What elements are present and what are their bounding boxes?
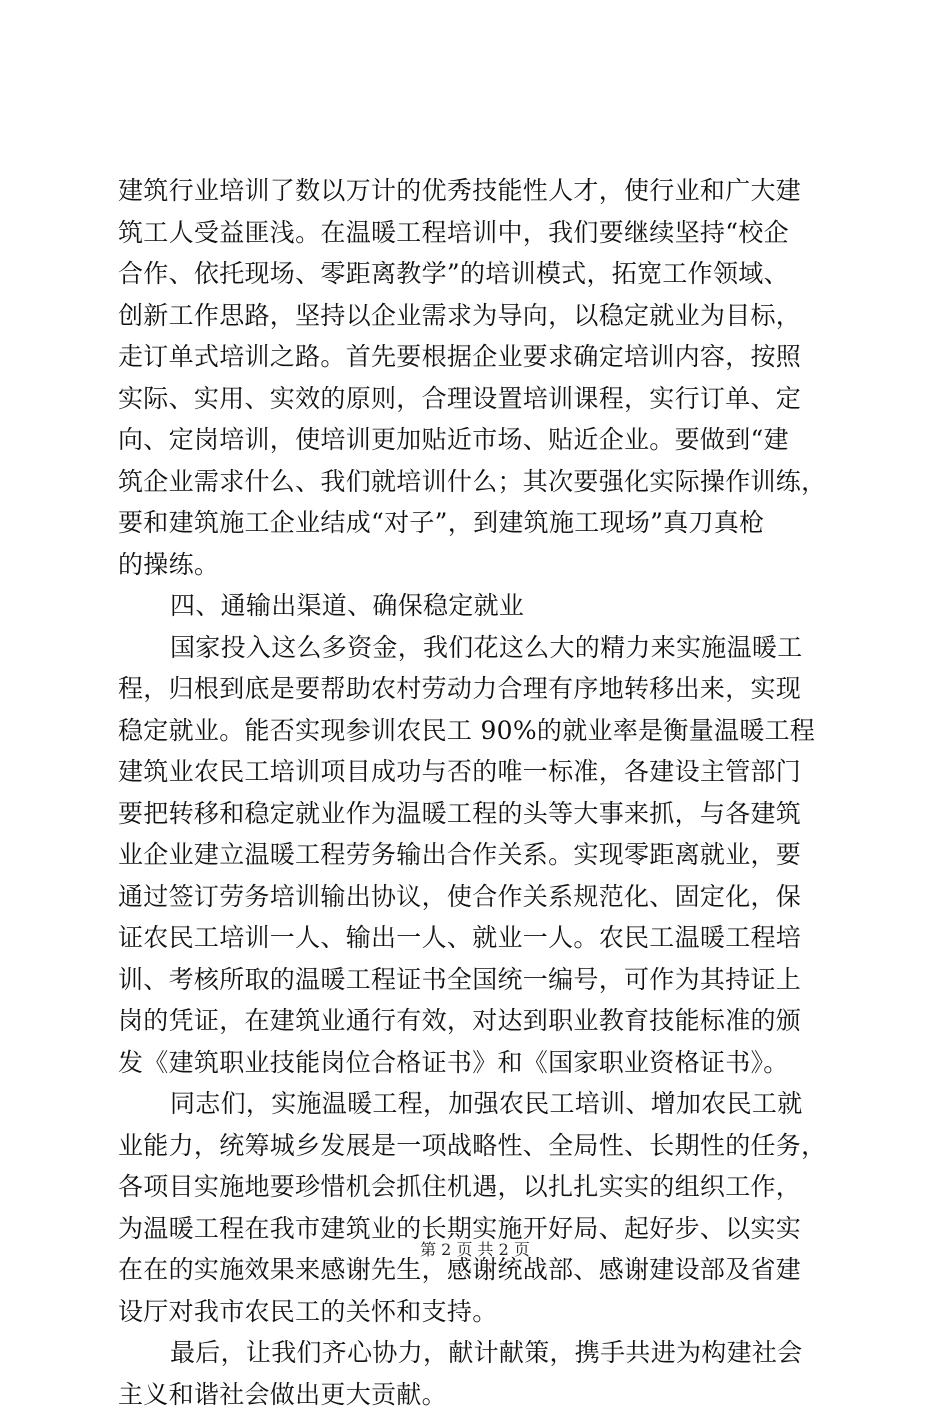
text-line: 程，归根到底是要帮助农村劳动力合理有序地转移出来，实现: [118, 668, 840, 710]
text-line: 创新工作思路，坚持以企业需求为导向，以稳定就业为目标，: [118, 295, 840, 337]
text-line: 要把转移和稳定就业作为温暖工程的头等大事来抓，与各建筑: [118, 793, 840, 835]
text-line: 为温暖工程在我市建筑业的长期实施开好局、起好步、以实实: [118, 1208, 840, 1250]
text-line: 稳定就业。能否实现参训农民工 90%的就业率是衡量温暖工程: [118, 710, 840, 752]
text-line: 实际、实用、实效的原则，合理设置培训课程，实行订单、定: [118, 378, 840, 420]
page-footer: 第 2 页 共 2 页: [0, 1240, 950, 1260]
text-line: 发《建筑职业技能岗位合格证书》和《国家职业资格证书》。: [118, 1042, 840, 1084]
text-line: 岗的凭证，在建筑业通行有效，对达到职业教育技能标准的颁: [118, 1000, 840, 1042]
text-line: 国家投入这么多资金，我们花这么大的精力来实施温暖工: [118, 627, 840, 669]
text-line: 各项目实施地要珍惜机会抓住机遇，以扎扎实实的组织工作，: [118, 1166, 840, 1208]
text-line: 证农民工培训一人、输出一人、就业一人。农民工温暖工程培: [118, 917, 840, 959]
text-line: 筑工人受益匪浅。在温暖工程培训中，我们要继续坚持“校企: [118, 212, 840, 254]
text-line: 的操练。: [118, 544, 840, 586]
text-line: 走订单式培训之路。首先要根据企业要求确定培训内容，按照: [118, 336, 840, 378]
text-line: 业能力，统筹城乡发展是一项战略性、全局性、长期性的任务，: [118, 1125, 840, 1167]
text-line: 筑企业需求什么、我们就培训什么；其次要强化实际操作训练，: [118, 461, 840, 503]
text-line: 同志们，实施温暖工程，加强农民工培训、增加农民工就: [118, 1083, 840, 1125]
text-line: 建筑业农民工培训项目成功与否的唯一标准，各建设主管部门: [118, 751, 840, 793]
text-line: 在在的实施效果来感谢先生，感谢统战部、感谢建设部及省建: [118, 1249, 840, 1291]
text-line: 合作、依托现场、零距离教学”的培训模式，拓宽工作领域、: [118, 253, 840, 295]
text-line: 最后，让我们齐心协力，献计献策，携手共进为构建社会: [118, 1332, 840, 1374]
text-line: 向、定岗培训，使培训更加贴近市场、贴近企业。要做到“建: [118, 419, 840, 461]
text-line: 四、通输出渠道、确保稳定就业: [118, 585, 840, 627]
text-line: 主义和谐社会做出更大贡献。: [118, 1374, 840, 1415]
text-line: 要和建筑施工企业结成“对子”，到建筑施工现场”真刀真枪: [118, 502, 840, 544]
document-body: [118, 170, 840, 1415]
text-line: 业企业建立温暖工程劳务输出合作关系。实现零距离就业，要: [118, 834, 840, 876]
text-line: 训、考核所取的温暖工程证书全国统一编号，可作为其持证上: [118, 959, 840, 1001]
text-line: 建筑行业培训了数以万计的优秀技能性人才，使行业和广大建: [118, 170, 840, 212]
text-line: 设厅对我市农民工的关怀和支持。: [118, 1291, 840, 1333]
text-line: 通过签订劳务培训输出协议，使合作关系规范化、固定化，保: [118, 876, 840, 918]
